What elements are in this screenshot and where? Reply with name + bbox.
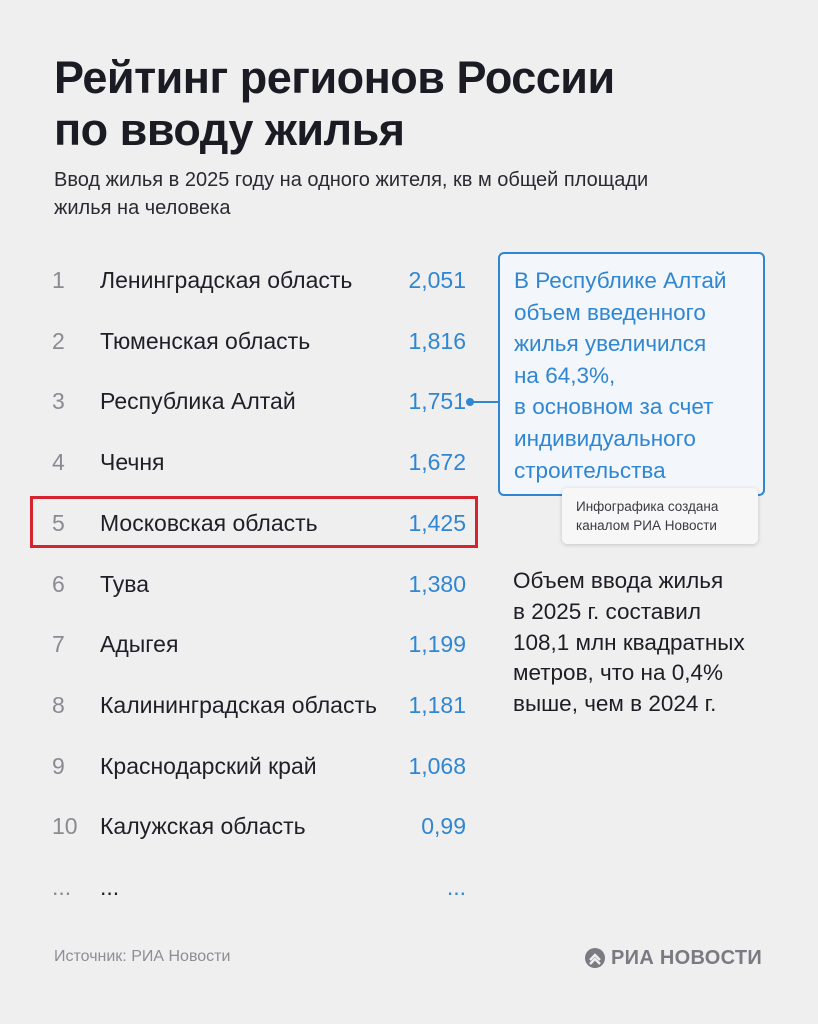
subtitle-line-2: жилья на человека — [54, 197, 231, 219]
value-cell: 1,380 — [408, 570, 466, 597]
region-cell: Краснодарский край — [100, 752, 317, 779]
ria-logo — [584, 945, 762, 971]
table-row — [0, 442, 480, 482]
rank-cell: 4 — [52, 449, 65, 476]
rank-cell: 10 — [52, 813, 78, 840]
region-cell: Адыгея — [100, 631, 179, 658]
region-cell: Тува — [100, 570, 150, 597]
callout-line: В Республике Алтай — [514, 268, 727, 293]
region-cell: Калининградская область — [100, 691, 377, 718]
value-cell: 2,051 — [408, 267, 466, 293]
table-row — [0, 381, 480, 421]
table-row — [0, 321, 480, 361]
region-cell: Тюменская область — [100, 327, 311, 354]
rank-cell: 5 — [52, 509, 65, 536]
callout-connector-dot — [466, 398, 474, 406]
rank-cell: ... — [52, 874, 72, 900]
region-cell: Ленинградская область — [100, 267, 353, 293]
value-cell: 1,068 — [408, 752, 466, 779]
callout-connector-line — [470, 401, 498, 403]
region-cell: Калужская область — [100, 813, 306, 840]
credit-line: Инфографика создана — [576, 499, 719, 514]
summary-note — [513, 566, 813, 720]
logo-text: РИА НОВОСТИ — [611, 946, 763, 969]
title-line-1: Рейтинг регионов России — [54, 52, 615, 103]
table-row — [0, 685, 480, 725]
value-cell: ... — [446, 874, 466, 900]
callout-line: объем введенного — [514, 299, 706, 325]
credit-badge — [562, 488, 758, 544]
highlight-box — [30, 496, 478, 548]
value-cell: 1,199 — [408, 631, 466, 658]
rank-cell: 2 — [52, 327, 65, 354]
rank-cell: 3 — [52, 388, 65, 415]
note-line: выше, чем в 2024 г. — [513, 691, 717, 717]
callout-line: в основном за счет — [514, 394, 714, 420]
note-line: Объем ввода жилья — [513, 568, 724, 593]
table-row — [0, 624, 480, 664]
region-cell: Республика Алтай — [100, 388, 296, 415]
note-line: 108,1 млн квадратных — [513, 629, 745, 655]
value-cell: 1,751 — [408, 388, 466, 415]
callout-line: индивидуального — [514, 425, 696, 451]
value-cell: 0,99 — [421, 813, 466, 840]
table-row — [0, 564, 480, 604]
ria-logo-icon — [584, 947, 606, 969]
table-row — [0, 746, 480, 786]
table-row — [0, 806, 480, 846]
table-row — [0, 260, 480, 300]
region-cell: ... — [100, 874, 120, 900]
callout-box — [498, 252, 765, 496]
rank-cell: 7 — [52, 631, 65, 658]
region-cell: Московская область — [100, 509, 318, 536]
table-row — [0, 867, 480, 907]
value-cell: 1,672 — [408, 449, 466, 476]
title-line-2: по вводу жилья — [54, 104, 405, 155]
note-line: в 2025 г. составил — [513, 598, 701, 624]
note-line: метров, что на 0,4% — [513, 660, 724, 686]
rank-cell: 6 — [52, 570, 65, 597]
credit-line: каналом РИА Новости — [576, 518, 717, 533]
source-label: Источник: РИА Новости — [54, 948, 231, 965]
callout-line: на 64,3%, — [514, 362, 616, 388]
rank-cell: 8 — [52, 691, 65, 718]
value-cell: 1,816 — [408, 327, 466, 354]
rank-cell: 1 — [52, 267, 65, 293]
value-cell: 1,425 — [408, 509, 466, 536]
subtitle — [54, 166, 754, 222]
page-title — [54, 52, 774, 156]
callout-line: жилья увеличился — [514, 331, 707, 357]
subtitle-line-1: Ввод жилья в 2025 году на одного жителя, кв м общей площади — [54, 169, 649, 191]
region-cell: Чечня — [100, 449, 165, 476]
rank-cell: 9 — [52, 752, 65, 779]
callout-line: строительства — [514, 457, 666, 483]
value-cell: 1,181 — [408, 691, 466, 718]
